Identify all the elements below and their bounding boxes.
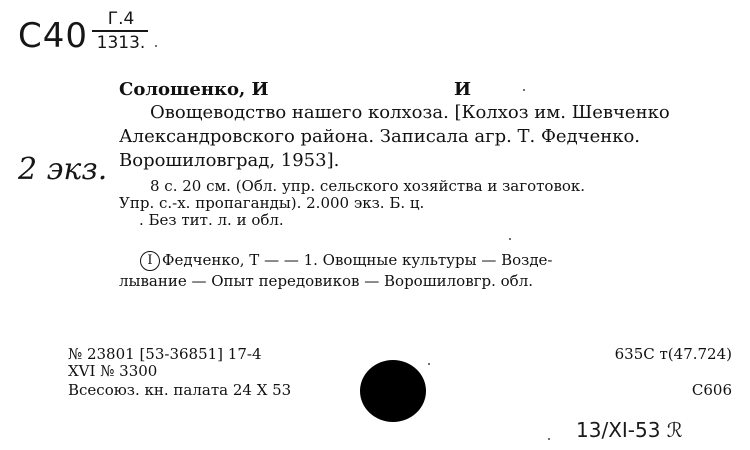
fraction-denominator: 1313. (96, 33, 146, 53)
title-line-2: Александровского района. Записала агр. Т. Федченко. (119, 126, 641, 147)
tracing-line-1 (140, 251, 553, 271)
author-name: Солошенко, И (119, 79, 269, 100)
tracing-line-2: лывание — Опыт передовиков — Ворошиловгр. обл. (119, 272, 534, 290)
classification-code: 635С т(47.724) (614, 345, 732, 363)
handwritten-copies-note: 2 экз. (18, 152, 108, 187)
record-number: № 23801 [53-36851] 17-4 (68, 345, 262, 363)
collation-line-1: 8 с. 20 см. (Обл. упр. сельского хозяйства и заготовок. (150, 177, 586, 195)
fraction-numerator: Г.4 (107, 9, 135, 29)
speck (523, 89, 525, 91)
tracing-line-1-text: Федченко, Т — — 1. Овощные культуры — Возде- (162, 251, 553, 269)
record-series: XVI № 3300 (68, 362, 158, 380)
handwritten-call-number: С40 (18, 16, 89, 56)
author-mark: С606 (691, 381, 732, 399)
speck (509, 238, 511, 240)
speck (548, 438, 550, 440)
collation-line-3: . Без тит. л. и обл. (139, 211, 284, 229)
author-initial: И (454, 79, 472, 100)
handwritten-date-stamp: 13/XI-53 ℛ (576, 418, 683, 442)
publisher-chamber: Всесоюз. кн. палата 24 X 53 (68, 381, 292, 399)
fraction-bar (92, 30, 148, 32)
speck (155, 45, 157, 47)
title-line-1: Овощеводство нашего колхоза. [Колхоз им. Шевченко (150, 102, 670, 123)
title-line-3: Ворошиловград, 1953]. (119, 150, 340, 171)
tracing-roman-circle: I (140, 251, 160, 271)
speck (428, 363, 430, 365)
collation-line-2: Упр. с.-х. пропаганды). 2.000 экз. Б. ц. (119, 194, 425, 212)
handwritten-shelf-fraction (88, 10, 154, 52)
punch-hole (360, 360, 426, 422)
